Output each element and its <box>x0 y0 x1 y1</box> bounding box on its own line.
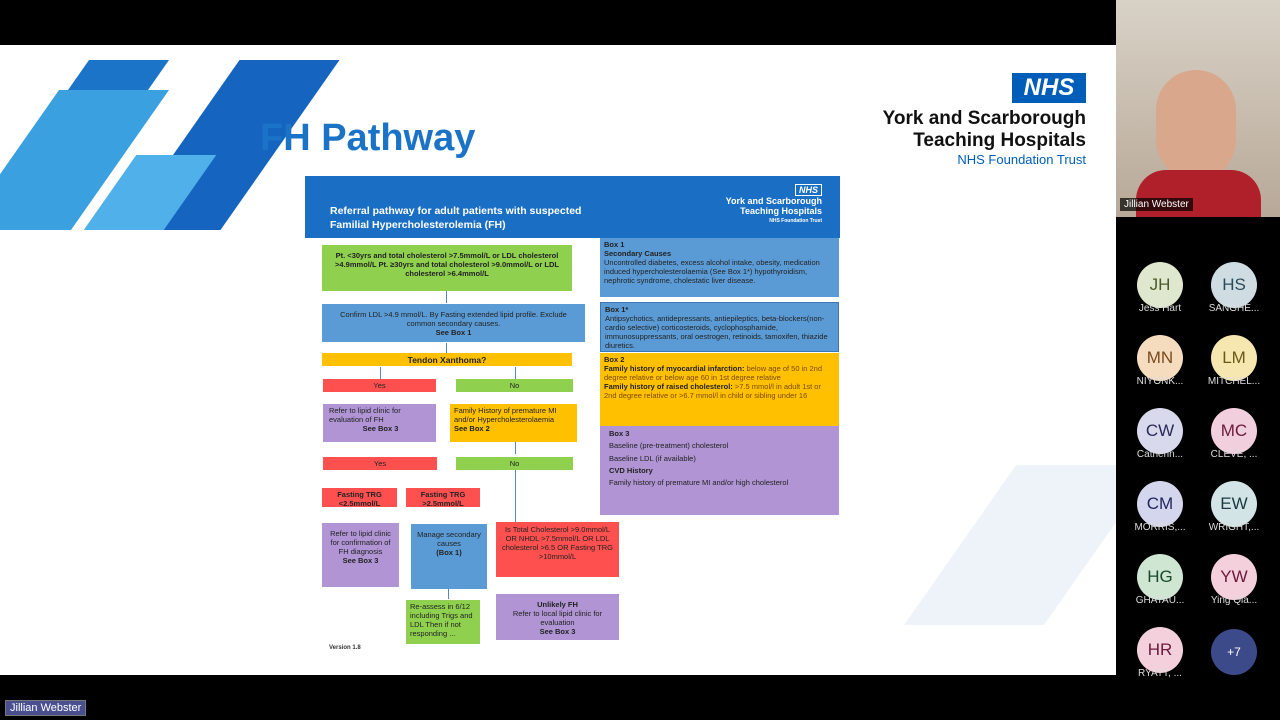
org-name-line3: NHS Foundation Trust <box>957 152 1086 167</box>
tendon-xanthoma-box: Tendon Xanthoma? <box>322 353 572 366</box>
fasting-trg-low-box: Fasting TRG <2.5mmol/L <box>322 488 397 507</box>
participant-name: Ying Qia... <box>1210 595 1258 606</box>
confirm-ldl-text: Confirm LDL >4.9 mmol/L. By Fasting extended lipid profile. Exclude common secondary causes. <box>340 310 567 328</box>
box1-star-title: Box 1* <box>605 305 629 314</box>
refer-confirm-text: Refer to lipid clinic for confirmation of FH diagnosis <box>330 529 391 556</box>
refer-fh-box <box>323 404 436 442</box>
participant-avatar[interactable]: HS <box>1211 262 1257 308</box>
box3-line3: Family history of premature MI and/or high cholesterol <box>609 477 789 487</box>
box1-star-panel <box>600 302 839 352</box>
slide-title: FH Pathway <box>260 117 476 159</box>
see-box3-label: See Box 3 <box>342 556 379 565</box>
version-label: Version 1.8 <box>329 645 361 651</box>
box1-star-text: Antipsychotics, antidepressants, antiepileptics, beta-blockers(non-cardio selective) corticosteroids, cyclophosphamide, immunosuppressants, oral oestrogen, retinoids, tamoxifen, thiazide diuretics. <box>605 314 828 350</box>
referral-criteria-box: Pt. <30yrs and total cholesterol >7.5mmol/L or LDL cholesterol >4.9mmol/L Pt. ≥30yrs and total cholesterol >9.0mmol/L or LDL cholesterol >6.4mmol/L <box>322 245 572 291</box>
participant-avatar[interactable]: MN <box>1137 335 1183 381</box>
presenter-name-label: Jillian Webster <box>1120 198 1193 211</box>
yes-box-1: Yes <box>323 379 436 392</box>
presenter-video <box>1116 0 1280 217</box>
org-name-line2: Teaching Hospitals <box>913 130 1086 151</box>
pathway-org2: Teaching Hospitals <box>740 206 822 216</box>
nhs-logo: NHS <box>1012 73 1086 103</box>
refer-fh-text: Refer to lipid clinic for evaluation of FH <box>329 406 401 424</box>
yes-box-2: Yes <box>323 457 437 470</box>
pathway-header <box>305 176 840 238</box>
participant-avatar[interactable]: MC <box>1211 408 1257 454</box>
box2-text1: below age of 50 in 2nd degree relative or below age 60 in 1st degree relative <box>604 364 823 382</box>
box3-heading: CVD History <box>609 466 653 476</box>
box1-text: Uncontrolled diabetes, excess alcohol intake, obesity, medication induced hypercholesterolaemia (See Box 1*) hypothyroidism, nephrotic syndrome, cholestatic liver disease. <box>604 258 820 285</box>
presenter-face <box>1156 70 1236 180</box>
reassess-box: Re-assess in 6/12 including Trigs and LDL Then if not responding ... <box>406 600 480 644</box>
participant-name: CLEVE, ... <box>1210 449 1258 460</box>
box1-subtitle: Secondary Causes <box>604 249 672 258</box>
see-box3-label: See Box 3 <box>362 424 399 433</box>
fasting-trg-high-box: Fasting TRG >2.5mmol/L <box>406 488 480 507</box>
presentation-slide <box>0 45 1116 675</box>
see-box1-label: See Box 1 <box>435 328 472 337</box>
box3-panel <box>600 426 839 515</box>
box3-line2: Baseline LDL (if available) <box>609 453 696 463</box>
box2-title: Box 2 <box>604 355 625 364</box>
pathway-org1: York and Scarborough <box>725 196 822 206</box>
participant-name: Catherin... <box>1136 449 1184 460</box>
active-speaker-label: Jillian Webster <box>5 700 86 716</box>
box2-heading1: Family history of myocardial infarction: <box>604 364 745 373</box>
box3-line1: Baseline (pre-treatment) cholesterol <box>609 441 729 451</box>
no-box-2: No <box>456 457 573 470</box>
participant-avatar[interactable]: HR <box>1137 627 1183 673</box>
participant-name: MITCHEL... <box>1207 376 1261 387</box>
box1-ref-label: (Box 1) <box>436 548 462 557</box>
participant-avatar[interactable]: CW <box>1137 408 1183 454</box>
family-history-box <box>450 404 577 442</box>
box1-panel <box>600 238 839 297</box>
unlikely-fh-title: Unlikely FH <box>537 600 578 609</box>
refer-confirm-box <box>322 523 399 587</box>
pathway-title-line1: Referral pathway for adult patients with suspected <box>330 205 582 217</box>
box2-heading2: Family history of raised cholesterol: <box>604 382 733 391</box>
participant-name: WRIGHT,... <box>1208 522 1260 533</box>
total-cholesterol-box: Is Total Cholesterol >9.0mmol/L OR NHDL >7.5mmol/L OR LDL cholesterol >6.5 OR Fasting TRG >10mmol/L <box>496 522 619 577</box>
participant-name: MORRIS,... <box>1134 522 1186 533</box>
family-history-text: Family History of premature MI and/or Hypercholesterolaemia <box>454 406 557 424</box>
participant-avatar[interactable]: HG <box>1137 554 1183 600</box>
more-participants-button[interactable]: +7 <box>1211 629 1257 675</box>
manage-secondary-text: Manage secondary causes <box>417 530 481 548</box>
participant-avatar[interactable]: EW <box>1211 481 1257 527</box>
participant-name: SANGHE... <box>1208 303 1260 314</box>
participant-name: Jess Hart <box>1138 303 1182 314</box>
unlikely-fh-text: Refer to local lipid clinic for evaluation <box>512 609 603 627</box>
participant-name: NIYONK... <box>1136 376 1184 387</box>
org-name-line1: York and Scarborough <box>882 108 1086 129</box>
pathway-nhs-logo: NHS <box>795 184 822 196</box>
decor-stripe <box>904 465 1116 625</box>
participants-panel <box>1116 0 1280 720</box>
box1-title: Box 1 <box>604 240 625 249</box>
pathway-title-line2: Familial Hypercholesterolemia (FH) <box>330 219 506 231</box>
unlikely-fh-box <box>496 594 619 640</box>
see-box2-label: See Box 2 <box>454 424 490 433</box>
participant-name: RYATT, ... <box>1138 668 1182 679</box>
see-box3-label: See Box 3 <box>539 627 576 636</box>
box2-panel <box>600 353 839 426</box>
confirm-ldl-box <box>322 304 585 342</box>
participant-avatar[interactable]: JH <box>1137 262 1183 308</box>
no-box-1: No <box>456 379 573 392</box>
manage-secondary-box <box>411 524 487 589</box>
pathway-org3: NHS Foundation Trust <box>769 218 822 224</box>
participant-name: GHATAU... <box>1135 595 1185 606</box>
participant-avatar[interactable]: LM <box>1211 335 1257 381</box>
box3-title: Box 3 <box>609 429 630 438</box>
box2-text2: >7.5 mmol/l in adult 1st or 2nd degree relative or >6.7 mmol/l in child or sibling under 16 <box>604 382 821 400</box>
participant-avatar[interactable]: CM <box>1137 481 1183 527</box>
participant-avatar[interactable]: YW <box>1211 554 1257 600</box>
